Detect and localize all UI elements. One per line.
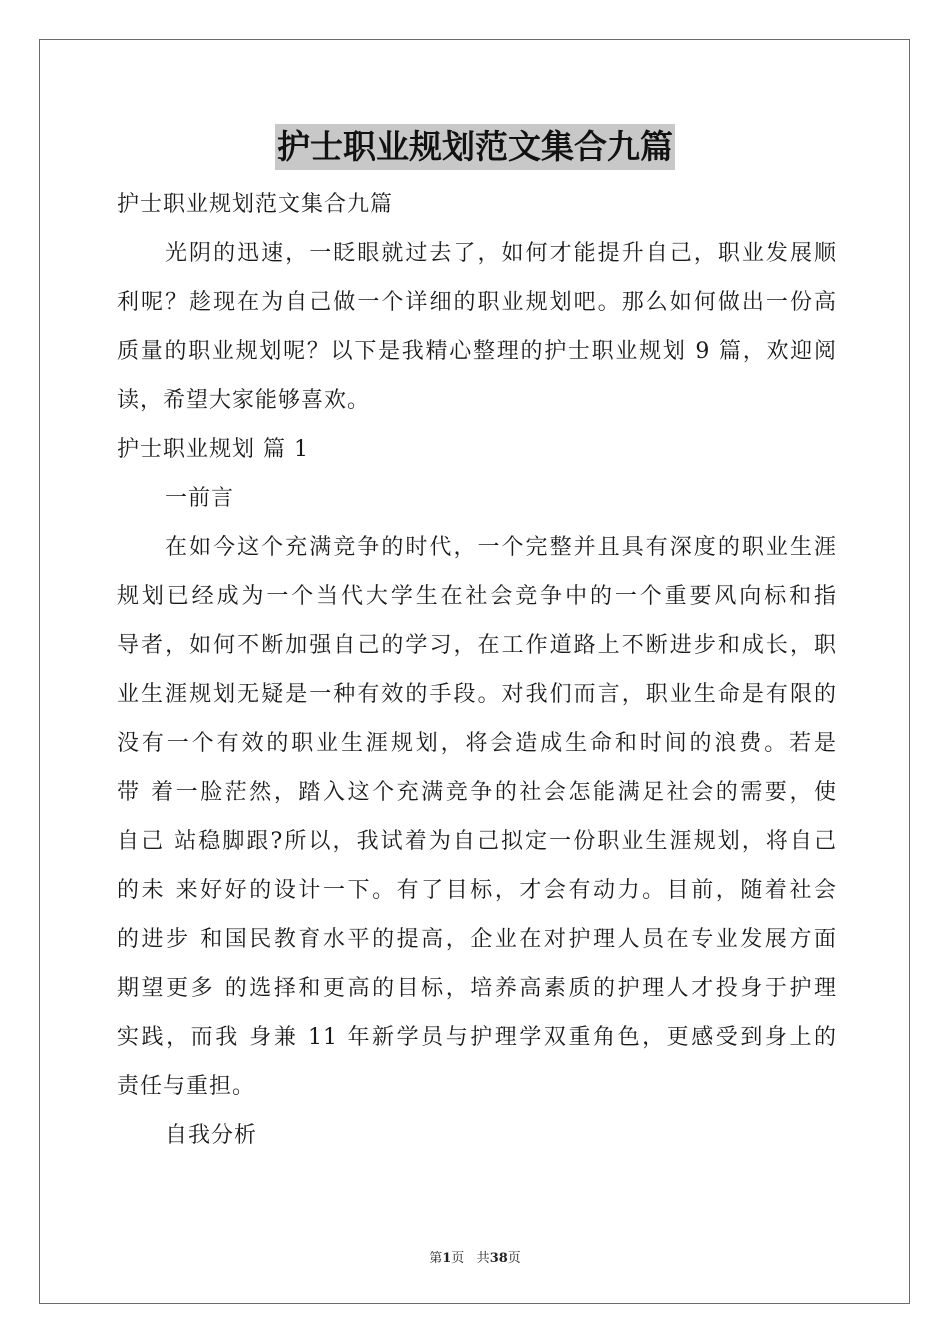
footer-total-suffix: 页 bbox=[507, 1251, 521, 1266]
intro-line: 读，希望大家能够喜欢。 bbox=[117, 388, 371, 413]
preface-line: 自己 站稳脚跟?所以，我试着为自己拟定一份职业生涯规划，将自己 bbox=[117, 829, 837, 854]
preface-line: 的未 来好好的设计一下。有了目标，才会有动力。目前，随着社会 bbox=[117, 878, 837, 903]
title-container bbox=[0, 124, 950, 170]
document-body bbox=[117, 180, 837, 1160]
preface-line: 规划已经成为一个当代大学生在社会竞争中的一个重要风向标和指 bbox=[117, 584, 837, 609]
intro-line: 光阴的迅速，一眨眼就过去了，如何才能提升自己，职业发展顺 bbox=[165, 241, 837, 266]
total-pages-number: 38 bbox=[489, 1251, 508, 1266]
page-footer bbox=[0, 1247, 950, 1266]
preface-line: 导者，如何不断加强自己的学习，在工作道路上不断进步和成长，职 bbox=[117, 633, 837, 658]
preface-heading: 一前言 bbox=[165, 486, 235, 511]
self-analysis-heading: 自我分析 bbox=[165, 1123, 258, 1148]
current-page-number: 1 bbox=[442, 1251, 452, 1266]
preface-line: 在如今这个充满竞争的时代，一个完整并且具有深度的职业生涯 bbox=[165, 535, 837, 560]
intro-line: 利呢？趁现在为自己做一个详细的职业规划吧。那么如何做出一份高 bbox=[117, 290, 837, 315]
footer-total-prefix: 共 bbox=[476, 1251, 490, 1266]
preface-line: 期望更多 的选择和更高的目标，培养高素质的护理人才投身于护理 bbox=[117, 976, 837, 1001]
document-subtitle: 护士职业规划范文集合九篇 bbox=[117, 192, 394, 217]
preface-line: 业生涯规划无疑是一种有效的手段。对我们而言，职业生命是有限的 bbox=[117, 682, 837, 707]
intro-line: 质量的职业规划呢？以下是我精心整理的护士职业规划 9 篇，欢迎阅 bbox=[117, 339, 837, 364]
preface-line: 带 着一脸茫然，踏入这个充满竞争的社会怎能满足社会的需要，使 bbox=[117, 780, 837, 805]
preface-line: 实践，而我 身兼 11 年新学员与护理学双重角色，更感受到身上的 bbox=[117, 1025, 837, 1050]
preface-line: 责任与重担。 bbox=[117, 1074, 256, 1099]
footer-prefix: 第 bbox=[429, 1251, 443, 1266]
document-title: 护士职业规划范文集合九篇 bbox=[275, 124, 675, 170]
section-title: 护士职业规划 篇 1 bbox=[117, 437, 309, 462]
preface-line: 没有一个有效的职业生涯规划，将会造成生命和时间的浪费。若是 bbox=[117, 731, 837, 756]
preface-line: 的进步 和国民教育水平的提高，企业在对护理人员在专业发展方面 bbox=[117, 927, 837, 952]
footer-page-suffix: 页 bbox=[451, 1251, 465, 1266]
